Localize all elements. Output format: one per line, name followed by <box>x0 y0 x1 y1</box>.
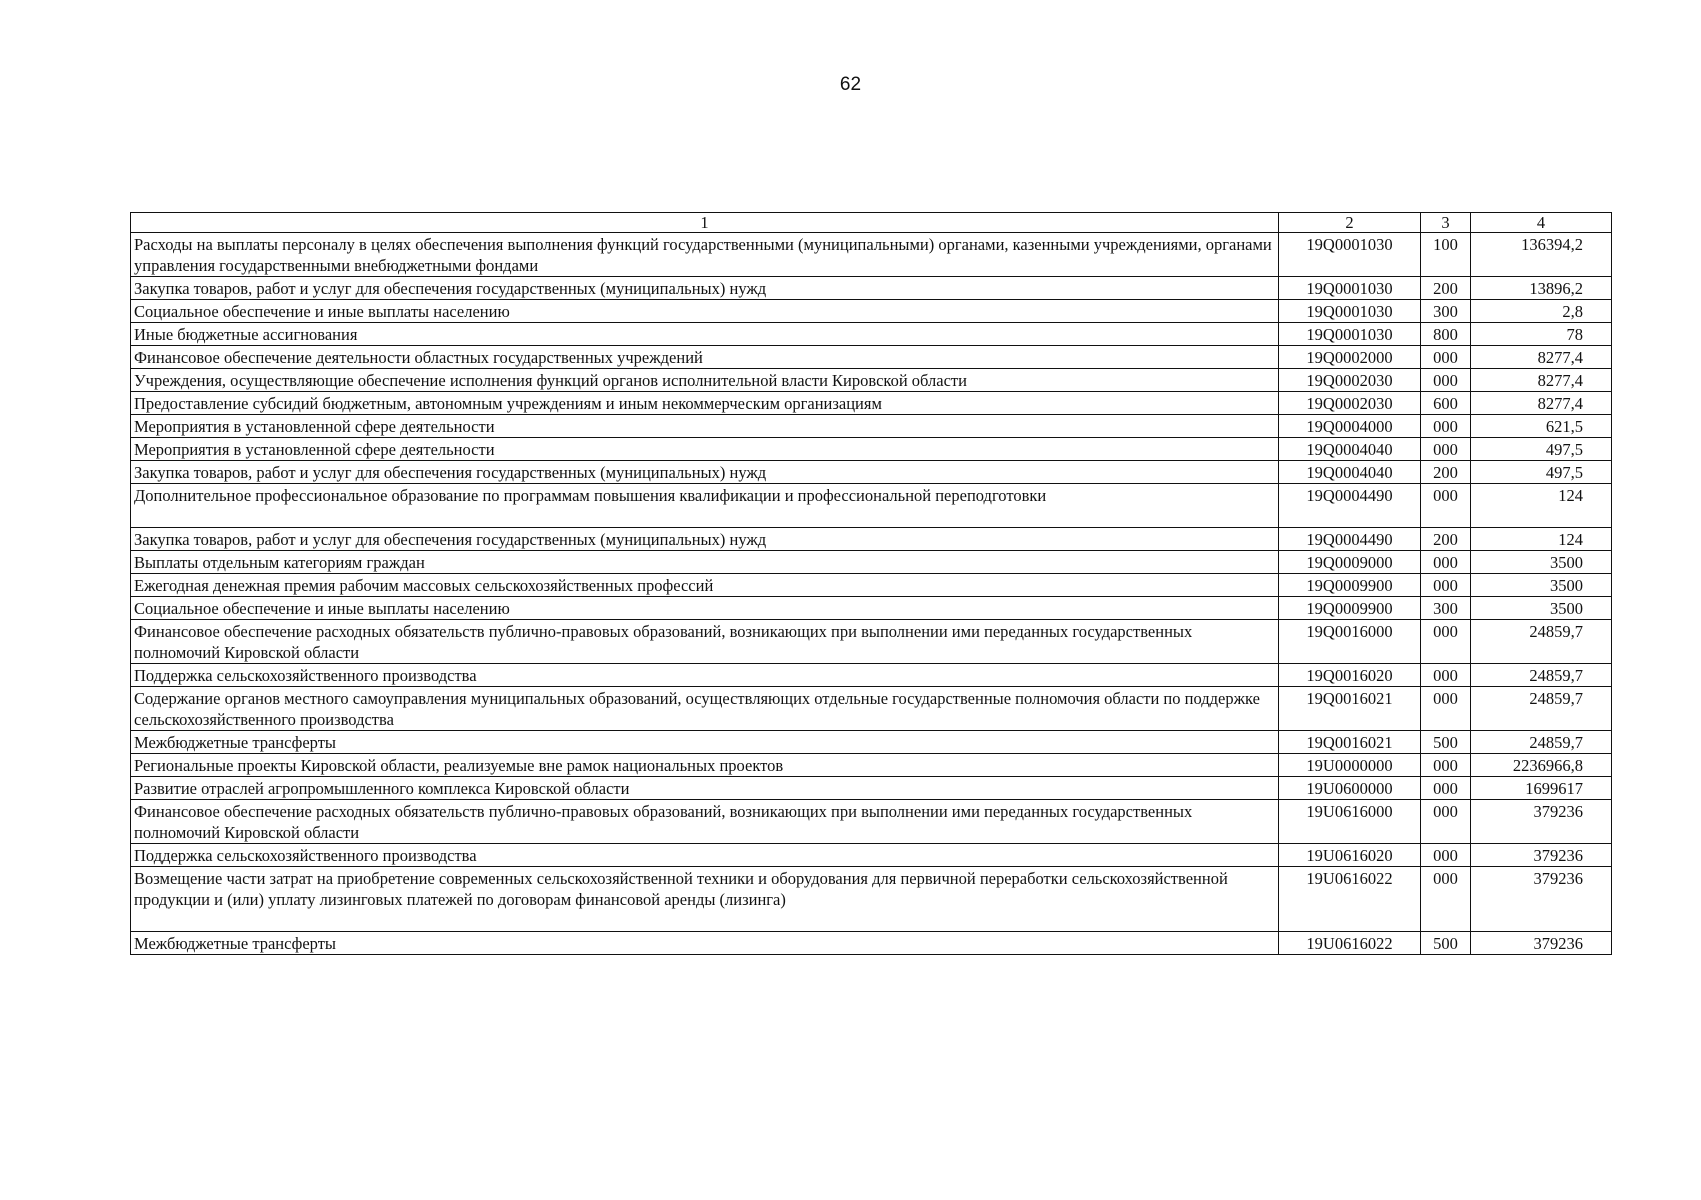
row-code: 19Q0016021 <box>1279 731 1421 754</box>
row-type: 000 <box>1421 800 1471 844</box>
header-cell: 4 <box>1471 213 1612 233</box>
table-row <box>131 528 1612 551</box>
table-row <box>131 484 1612 528</box>
row-name: Социальное обеспечение и иные выплаты населению <box>131 300 1279 323</box>
row-code: 19U0000000 <box>1279 754 1421 777</box>
row-type: 500 <box>1421 731 1471 754</box>
row-type: 000 <box>1421 484 1471 528</box>
row-name: Межбюджетные трансферты <box>131 932 1279 955</box>
row-name: Предоставление субсидий бюджетным, автономным учреждениям и иным некоммерческим организациям <box>131 392 1279 415</box>
budget-table <box>130 212 1612 955</box>
row-name: Социальное обеспечение и иные выплаты населению <box>131 597 1279 620</box>
row-type: 000 <box>1421 687 1471 731</box>
header-cell: 2 <box>1279 213 1421 233</box>
row-amount: 379236 <box>1471 844 1612 867</box>
row-name: Выплаты отдельным категориям граждан <box>131 551 1279 574</box>
table-row <box>131 620 1612 664</box>
table-row <box>131 233 1612 277</box>
row-amount: 24859,7 <box>1471 731 1612 754</box>
row-type: 500 <box>1421 932 1471 955</box>
row-type: 000 <box>1421 369 1471 392</box>
row-amount: 24859,7 <box>1471 664 1612 687</box>
table-row <box>131 551 1612 574</box>
table-row <box>131 731 1612 754</box>
row-code: 19Q0009900 <box>1279 597 1421 620</box>
row-amount: 8277,4 <box>1471 346 1612 369</box>
row-amount: 124 <box>1471 484 1612 528</box>
row-code: 19Q0004040 <box>1279 461 1421 484</box>
row-code: 19Q0009900 <box>1279 574 1421 597</box>
row-code: 19Q0002030 <box>1279 392 1421 415</box>
row-amount: 2236966,8 <box>1471 754 1612 777</box>
table-row <box>131 800 1612 844</box>
row-type: 000 <box>1421 777 1471 800</box>
row-name: Возмещение части затрат на приобретение современных сельскохозяйственной техники и оборудования для первичной переработки сельскохозяйственной продукции и (или) уплату лизинговых платежей по договорам финансовой аренды (лизинга) <box>131 867 1279 932</box>
row-name: Закупка товаров, работ и услуг для обеспечения государственных (муниципальных) нужд <box>131 277 1279 300</box>
row-type: 000 <box>1421 415 1471 438</box>
row-code: 19Q0004490 <box>1279 528 1421 551</box>
table-row <box>131 844 1612 867</box>
row-name: Поддержка сельскохозяйственного производства <box>131 844 1279 867</box>
row-amount: 497,5 <box>1471 461 1612 484</box>
row-code: 19Q0004490 <box>1279 484 1421 528</box>
row-amount: 3500 <box>1471 551 1612 574</box>
table-row <box>131 438 1612 461</box>
table-row <box>131 687 1612 731</box>
row-code: 19U0616022 <box>1279 932 1421 955</box>
header-cell: 3 <box>1421 213 1471 233</box>
row-amount: 379236 <box>1471 932 1612 955</box>
row-code: 19Q0016021 <box>1279 687 1421 731</box>
row-name: Региональные проекты Кировской области, реализуемые вне рамок национальных проектов <box>131 754 1279 777</box>
row-name: Закупка товаров, работ и услуг для обеспечения государственных (муниципальных) нужд <box>131 528 1279 551</box>
row-type: 300 <box>1421 300 1471 323</box>
table-row <box>131 277 1612 300</box>
row-code: 19Q0001030 <box>1279 323 1421 346</box>
row-type: 000 <box>1421 551 1471 574</box>
row-code: 19Q0004040 <box>1279 438 1421 461</box>
table-header-row <box>131 213 1612 233</box>
header-cell: 1 <box>131 213 1279 233</box>
row-type: 000 <box>1421 620 1471 664</box>
row-type: 000 <box>1421 664 1471 687</box>
table-row <box>131 369 1612 392</box>
row-code: 19U0600000 <box>1279 777 1421 800</box>
row-amount: 3500 <box>1471 574 1612 597</box>
row-amount: 13896,2 <box>1471 277 1612 300</box>
row-name: Поддержка сельскохозяйственного производства <box>131 664 1279 687</box>
row-code: 19Q0002030 <box>1279 369 1421 392</box>
row-type: 800 <box>1421 323 1471 346</box>
row-code: 19Q0016000 <box>1279 620 1421 664</box>
table-row <box>131 574 1612 597</box>
row-name: Закупка товаров, работ и услуг для обеспечения государственных (муниципальных) нужд <box>131 461 1279 484</box>
row-name: Учреждения, осуществляющие обеспечение исполнения функций органов исполнительной власти Кировской области <box>131 369 1279 392</box>
table-row <box>131 597 1612 620</box>
row-amount: 379236 <box>1471 867 1612 932</box>
row-name: Содержание органов местного самоуправления муниципальных образований, осуществляющих отдельные государственные полномочия области по поддержке сельскохозяйственного производства <box>131 687 1279 731</box>
row-name: Мероприятия в установленной сфере деятельности <box>131 438 1279 461</box>
row-amount: 78 <box>1471 323 1612 346</box>
row-code: 19Q0016020 <box>1279 664 1421 687</box>
row-amount: 8277,4 <box>1471 369 1612 392</box>
table-row <box>131 392 1612 415</box>
table-row <box>131 664 1612 687</box>
row-type: 200 <box>1421 528 1471 551</box>
row-amount: 136394,2 <box>1471 233 1612 277</box>
row-type: 200 <box>1421 277 1471 300</box>
row-amount: 2,8 <box>1471 300 1612 323</box>
page-number: 62 <box>839 74 862 95</box>
row-name: Развитие отраслей агропромышленного комплекса Кировской области <box>131 777 1279 800</box>
row-amount: 1699617 <box>1471 777 1612 800</box>
row-name: Финансовое обеспечение расходных обязательств публично-правовых образований, возникающих при выполнении ими переданных государственных полномочий Кировской области <box>131 800 1279 844</box>
table-row <box>131 300 1612 323</box>
row-type: 600 <box>1421 392 1471 415</box>
row-code: 19U0616020 <box>1279 844 1421 867</box>
row-code: 19Q0009000 <box>1279 551 1421 574</box>
row-type: 000 <box>1421 438 1471 461</box>
row-name: Финансовое обеспечение расходных обязательств публично-правовых образований, возникающих при выполнении ими переданных государственных полномочий Кировской области <box>131 620 1279 664</box>
row-code: 19U0616022 <box>1279 867 1421 932</box>
row-code: 19Q0001030 <box>1279 300 1421 323</box>
row-type: 000 <box>1421 867 1471 932</box>
row-type: 000 <box>1421 844 1471 867</box>
row-code: 19Q0002000 <box>1279 346 1421 369</box>
row-type: 300 <box>1421 597 1471 620</box>
row-type: 000 <box>1421 574 1471 597</box>
row-name: Ежегодная денежная премия рабочим массовых сельскохозяйственных профессий <box>131 574 1279 597</box>
row-amount: 24859,7 <box>1471 620 1612 664</box>
table-row <box>131 415 1612 438</box>
row-code: 19U0616000 <box>1279 800 1421 844</box>
row-name: Дополнительное профессиональное образование по программам повышения квалификации и профессиональной переподготовки <box>131 484 1279 528</box>
row-amount: 379236 <box>1471 800 1612 844</box>
row-name: Иные бюджетные ассигнования <box>131 323 1279 346</box>
row-type: 200 <box>1421 461 1471 484</box>
row-code: 19Q0001030 <box>1279 277 1421 300</box>
row-name: Межбюджетные трансферты <box>131 731 1279 754</box>
row-amount: 621,5 <box>1471 415 1612 438</box>
row-amount: 3500 <box>1471 597 1612 620</box>
table-row <box>131 323 1612 346</box>
table-row <box>131 461 1612 484</box>
table-row <box>131 867 1612 932</box>
row-amount: 497,5 <box>1471 438 1612 461</box>
row-name: Финансовое обеспечение деятельности областных государственных учреждений <box>131 346 1279 369</box>
table-row <box>131 932 1612 955</box>
row-type: 100 <box>1421 233 1471 277</box>
row-name: Расходы на выплаты персоналу в целях обеспечения выполнения функций государственными (муниципальными) органами, казенными учреждениями, органами управления государственными внебюджетными фондами <box>131 233 1279 277</box>
row-amount: 24859,7 <box>1471 687 1612 731</box>
row-amount: 124 <box>1471 528 1612 551</box>
table-row <box>131 777 1612 800</box>
row-type: 000 <box>1421 346 1471 369</box>
row-name: Мероприятия в установленной сфере деятельности <box>131 415 1279 438</box>
table-row <box>131 754 1612 777</box>
table-row <box>131 346 1612 369</box>
row-amount: 8277,4 <box>1471 392 1612 415</box>
row-type: 000 <box>1421 754 1471 777</box>
row-code: 19Q0004000 <box>1279 415 1421 438</box>
row-code: 19Q0001030 <box>1279 233 1421 277</box>
